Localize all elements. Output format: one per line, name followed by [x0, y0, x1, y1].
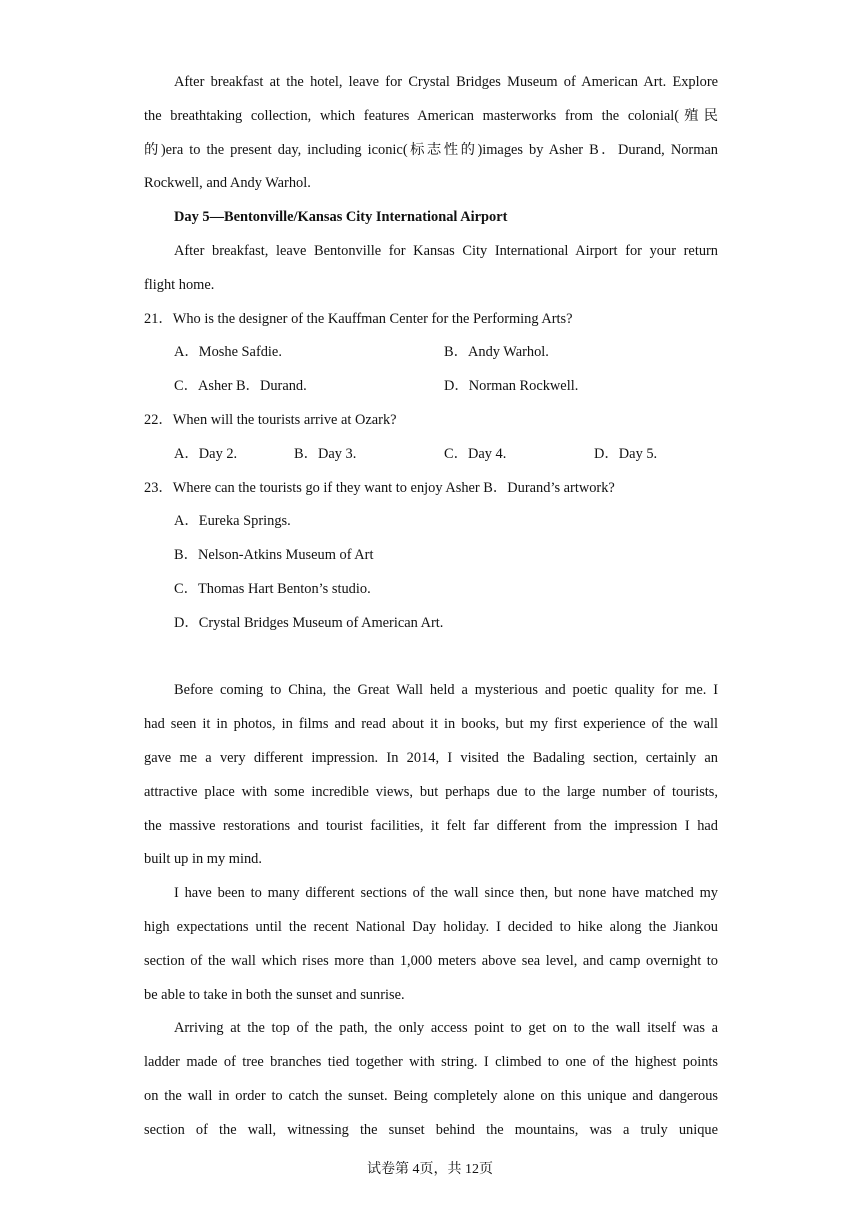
option-c[interactable]	[144, 573, 718, 607]
paragraph-line: the massive restorations and tourist facilities, it felt far different from the impression I had	[144, 817, 718, 834]
paragraph-line: Arriving at the top of the path, the only access point to get on to the wall itself was a	[174, 1020, 718, 1037]
page-footer: 试卷第 4页，共 12页	[367, 1162, 493, 1177]
paragraph-line: be able to take in both the sunset and sunrise.	[144, 986, 405, 1003]
question-stem: 23．Where can the tourists go if they want to enjoy Asher B．Durand’s artwork?	[144, 479, 615, 496]
paragraph-line: section of the wall, witnessing the sunset behind the mountains, was a truly unique	[144, 1121, 718, 1138]
option-b[interactable]: B．Day 3.	[294, 445, 357, 462]
section-gap	[144, 641, 718, 675]
paragraph-line: built up in my mind.	[144, 851, 262, 868]
paragraph-line: flight home.	[144, 276, 215, 293]
option-c[interactable]: C．Asher B．Durand.	[174, 378, 307, 395]
option-c[interactable]: C．Day 4.	[444, 445, 507, 462]
option-row	[144, 370, 718, 404]
paragraph-line: the breathtaking collection, which features American masterworks from the colonial(殖民	[144, 107, 718, 124]
paragraph-line: Before coming to China, the Great Wall held a mysterious and poetic quality for me. I	[174, 682, 718, 699]
paragraph-line: attractive place with some incredible views, but perhaps due to the large number of tourists,	[144, 783, 718, 800]
paragraph-line: had seen it in photos, in films and read about it in books, but my first experience of the wall	[144, 716, 718, 733]
paragraph-line: I have been to many different sections of the wall since then, but none have matched my	[174, 885, 718, 902]
paragraph-line: Rockwell, and Andy Warhol.	[144, 175, 311, 192]
option-a[interactable]: A．Day 2.	[174, 445, 238, 462]
option-b[interactable]: B．Andy Warhol.	[444, 344, 549, 361]
option-a[interactable]: A．Moshe Safdie.	[174, 344, 282, 361]
option-row	[144, 438, 718, 472]
option-c-text: C．Thomas Hart Benton’s studio.	[174, 580, 371, 597]
option-a-text: A．Eureka Springs.	[174, 513, 291, 530]
option-d[interactable]	[144, 607, 718, 641]
paragraph-line: After breakfast at the hotel, leave for Crystal Bridges Museum of American Art. Explore	[174, 74, 718, 90]
option-d[interactable]: D．Day 5.	[594, 445, 658, 462]
paragraph-line: ladder made of tree branches tied together with string. I climbed to one of the highest points	[144, 1054, 718, 1071]
option-d-text: D．Crystal Bridges Museum of American Art.	[174, 614, 444, 631]
paragraph-line: 的)era to the present day, including iconic(标志性的)images by Asher B．Durand, Norman	[144, 141, 718, 158]
paragraph-line: on the wall in order to catch the sunset. Being completely alone on this unique and dangerous	[144, 1087, 718, 1104]
option-b-text: B．Nelson-Atkins Museum of Art	[174, 547, 374, 564]
option-a[interactable]	[144, 505, 718, 539]
question-stem: 21．Who is the designer of the Kauffman Center for the Performing Arts?	[144, 310, 573, 327]
paragraph-line: After breakfast, leave Bentonville for Kansas City International Airport for your return	[174, 242, 718, 259]
paragraph-line: section of the wall which rises more than 1,000 meters above sea level, and camp overnight to	[144, 952, 718, 969]
page-content	[144, 66, 718, 1148]
option-b[interactable]	[144, 539, 718, 573]
paragraph-line: gave me a very different impression. In 2014, I visited the Badaling section, certainly an	[144, 749, 718, 766]
option-d[interactable]: D．Norman Rockwell.	[444, 378, 579, 395]
question-stem: 22．When will the tourists arrive at Ozark?	[144, 411, 397, 428]
paragraph-line: high expectations until the recent National Day holiday. I decided to hike along the Jiankou	[144, 918, 718, 935]
day5-heading: Day 5—Bentonville/Kansas City International Airport	[174, 209, 508, 226]
option-row	[144, 336, 718, 370]
